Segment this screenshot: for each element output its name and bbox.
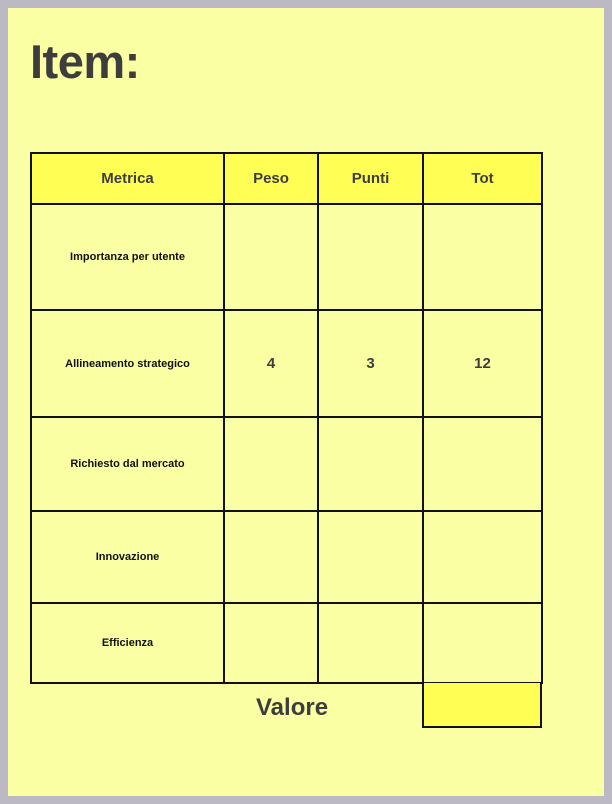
metric-cell: Innovazione: [31, 511, 224, 603]
table-row: [31, 603, 542, 683]
peso-cell[interactable]: [224, 603, 318, 683]
header-tot: Tot: [423, 153, 542, 204]
metric-cell: Efficienza: [31, 603, 224, 683]
punti-cell[interactable]: [318, 603, 423, 683]
punti-cell[interactable]: 3: [318, 310, 423, 417]
tot-cell: [423, 417, 542, 511]
header-peso: Peso: [224, 153, 318, 204]
table-row: [31, 417, 542, 511]
metric-cell: Richiesto dal mercato: [31, 417, 224, 511]
metric-cell: Importanza per utente: [31, 204, 224, 310]
tot-cell: [423, 511, 542, 603]
tot-cell: [423, 204, 542, 310]
peso-cell[interactable]: 4: [224, 310, 318, 417]
peso-cell[interactable]: [224, 417, 318, 511]
table-row: [31, 204, 542, 310]
peso-cell[interactable]: [224, 204, 318, 310]
table-header-row: [31, 153, 542, 204]
tot-cell: [423, 603, 542, 683]
peso-cell[interactable]: [224, 511, 318, 603]
valore-total-box: [422, 683, 542, 728]
punti-cell[interactable]: [318, 511, 423, 603]
valore-label: Valore: [256, 694, 329, 721]
page-title: Item:: [30, 35, 140, 88]
tot-cell: 12: [423, 310, 542, 417]
punti-cell[interactable]: [318, 204, 423, 310]
scorecard-card: [8, 8, 604, 796]
metric-cell: Allineamento strategico: [31, 310, 224, 417]
punti-cell[interactable]: [318, 417, 423, 511]
header-punti: Punti: [318, 153, 423, 204]
scoring-table: [30, 152, 543, 684]
table-row: [31, 511, 542, 603]
table-row: [31, 310, 542, 417]
header-metrica: Metrica: [31, 153, 224, 204]
